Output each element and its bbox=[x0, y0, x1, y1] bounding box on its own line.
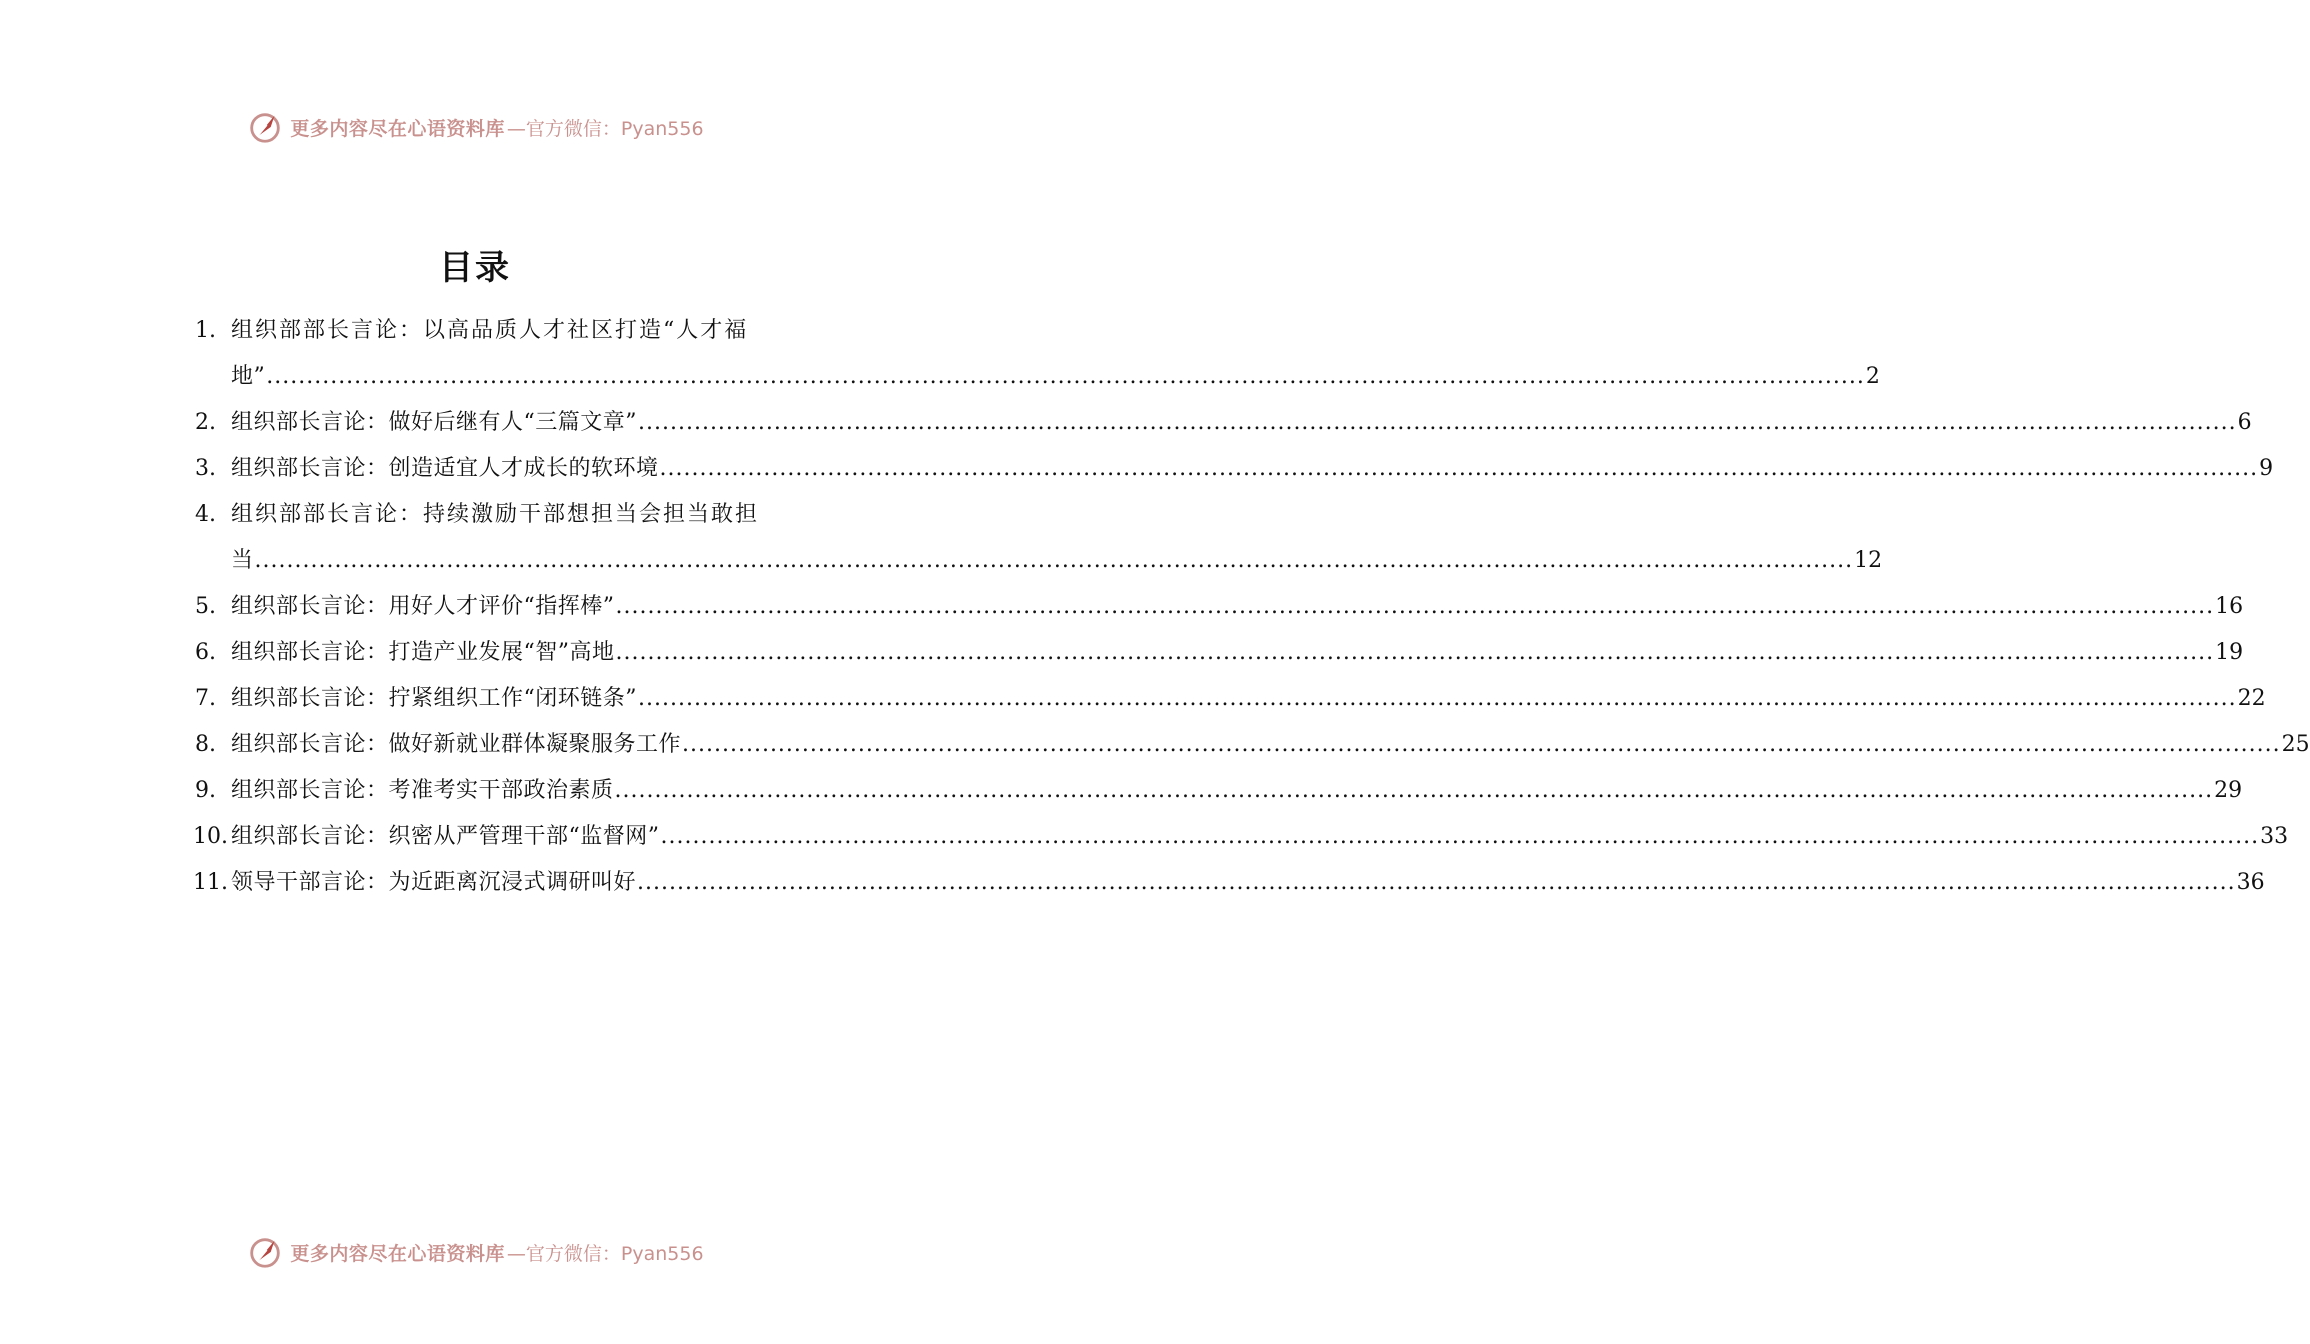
toc-entry-number: 11. bbox=[193, 870, 228, 895]
toc-entry-title: 组织部长言论：拧紧组织工作“闭环链条” bbox=[231, 686, 637, 711]
toc-entry-number: 10. bbox=[193, 824, 228, 849]
toc-dot-leader: ........................................................................................................................................................................................................ bbox=[614, 778, 2214, 803]
quill-circle-icon bbox=[246, 108, 284, 146]
toc-page-number: 33 bbox=[2260, 824, 2289, 849]
toc-entry-row bbox=[195, 630, 2244, 676]
toc-entry[interactable] bbox=[195, 492, 1883, 584]
toc-dot-leader: ........................................................................................................................................................................................................ bbox=[659, 456, 2259, 481]
toc-entry-number: 3. bbox=[195, 456, 216, 481]
toc-entry[interactable] bbox=[195, 584, 2244, 630]
toc-entry-title: 当 bbox=[231, 548, 254, 573]
toc-dot-leader: ........................................................................................................................................................................................................ bbox=[615, 640, 2215, 665]
toc-entry-row bbox=[195, 538, 1883, 584]
toc-entry[interactable] bbox=[193, 860, 2265, 906]
toc-entry-title-line: 组织部部长言论：持续激励干部想担当会担当敢担 bbox=[231, 502, 760, 527]
toc-page-number: 25 bbox=[2281, 732, 2310, 757]
toc-entry-title: 组织部长言论：做好后继有人“三篇文章” bbox=[231, 410, 637, 435]
footer-watermark-banner bbox=[0, 1232, 950, 1272]
toc-entry-title: 组织部长言论：织密从严管理干部“监督网” bbox=[231, 824, 660, 849]
toc-entry-row bbox=[195, 584, 2244, 630]
toc-entry-title-line: 组织部部长言论：以高品质人才社区打造“人才福 bbox=[231, 318, 749, 343]
toc-entry-title: 领导干部言论：为近距离沉浸式调研叫好 bbox=[231, 870, 637, 895]
toc-entry-row bbox=[195, 768, 2243, 814]
quill-circle-icon bbox=[246, 1233, 284, 1271]
toc-dot-leader: ........................................................................................................................................................................................................ bbox=[266, 364, 1865, 389]
toc-page-number: 36 bbox=[2236, 870, 2265, 895]
toc-dot-leader: ........................................................................................................................................................................................................ bbox=[638, 410, 2237, 435]
toc-page-number: 9 bbox=[2259, 456, 2274, 481]
toc-dot-leader: ........................................................................................................................................................................................................ bbox=[638, 686, 2237, 711]
toc-page-number: 29 bbox=[2214, 778, 2243, 803]
toc-dot-leader: ........................................................................................................................................................................................................ bbox=[254, 548, 1854, 573]
toc-entry[interactable] bbox=[195, 768, 2243, 814]
toc-entry[interactable] bbox=[195, 722, 2310, 768]
banner-contact-text: —官方微信：Pyan556 bbox=[506, 1242, 704, 1265]
toc-entry-number: 5. bbox=[195, 594, 216, 619]
toc-page-number: 12 bbox=[1854, 548, 1883, 573]
toc-entry-number: 9. bbox=[195, 778, 216, 803]
header-watermark-banner bbox=[0, 107, 950, 147]
toc-entry-title: 组织部长言论：考准考实干部政治素质 bbox=[231, 778, 614, 803]
toc-entry-title: 组织部长言论：创造适宜人才成长的软环境 bbox=[231, 456, 659, 481]
toc-page-number: 6 bbox=[2237, 410, 2252, 435]
toc-entry-row bbox=[195, 400, 2252, 446]
toc-entry[interactable] bbox=[193, 814, 2289, 860]
toc-page-number: 2 bbox=[1865, 364, 1880, 389]
toc-entry[interactable] bbox=[195, 676, 2266, 722]
toc-page-number: 16 bbox=[2215, 594, 2244, 619]
banner-contact-text: —官方微信：Pyan556 bbox=[506, 117, 704, 140]
toc-dot-leader: ........................................................................................................................................................................................................ bbox=[637, 870, 2236, 895]
toc-entry-row bbox=[195, 676, 2266, 722]
toc-entry[interactable] bbox=[195, 446, 2274, 492]
toc-entry[interactable] bbox=[195, 400, 2252, 446]
toc-dot-leader: ........................................................................................................................................................................................................ bbox=[615, 594, 2215, 619]
toc-dot-leader: ........................................................................................................................................................................................................ bbox=[682, 732, 2281, 757]
toc-entry-title: 地” bbox=[231, 364, 266, 389]
toc-entry-number: 2. bbox=[195, 410, 216, 435]
toc-entry-number: 6. bbox=[195, 640, 216, 665]
banner-lead-text: 更多内容尽在心语资料库 bbox=[290, 1242, 505, 1265]
toc-dot-leader: ........................................................................................................................................................................................................ bbox=[660, 824, 2260, 849]
toc-entry[interactable] bbox=[195, 308, 1880, 400]
table-of-contents bbox=[193, 308, 2310, 906]
toc-entry-row bbox=[195, 354, 1880, 400]
toc-entry-title: 组织部长言论：做好新就业群体凝聚服务工作 bbox=[231, 732, 682, 757]
toc-entry-row bbox=[195, 446, 2274, 492]
toc-page-number: 22 bbox=[2237, 686, 2266, 711]
toc-entry-number: 8. bbox=[195, 732, 216, 757]
page-title: 目录 bbox=[439, 248, 511, 288]
toc-entry-row bbox=[195, 860, 2265, 906]
toc-entry-number: 1. bbox=[195, 318, 216, 343]
toc-entry[interactable] bbox=[195, 630, 2244, 676]
toc-entry-number: 4. bbox=[195, 502, 216, 527]
toc-entry-row bbox=[195, 814, 2289, 860]
banner-lead-text: 更多内容尽在心语资料库 bbox=[290, 117, 505, 140]
toc-page-number: 19 bbox=[2215, 640, 2244, 665]
toc-entry-row bbox=[195, 722, 2310, 768]
toc-entry-title: 组织部长言论：打造产业发展“智”高地 bbox=[231, 640, 615, 665]
toc-entry-number: 7. bbox=[195, 686, 216, 711]
toc-entry-title: 组织部长言论：用好人才评价“指挥棒” bbox=[231, 594, 615, 619]
